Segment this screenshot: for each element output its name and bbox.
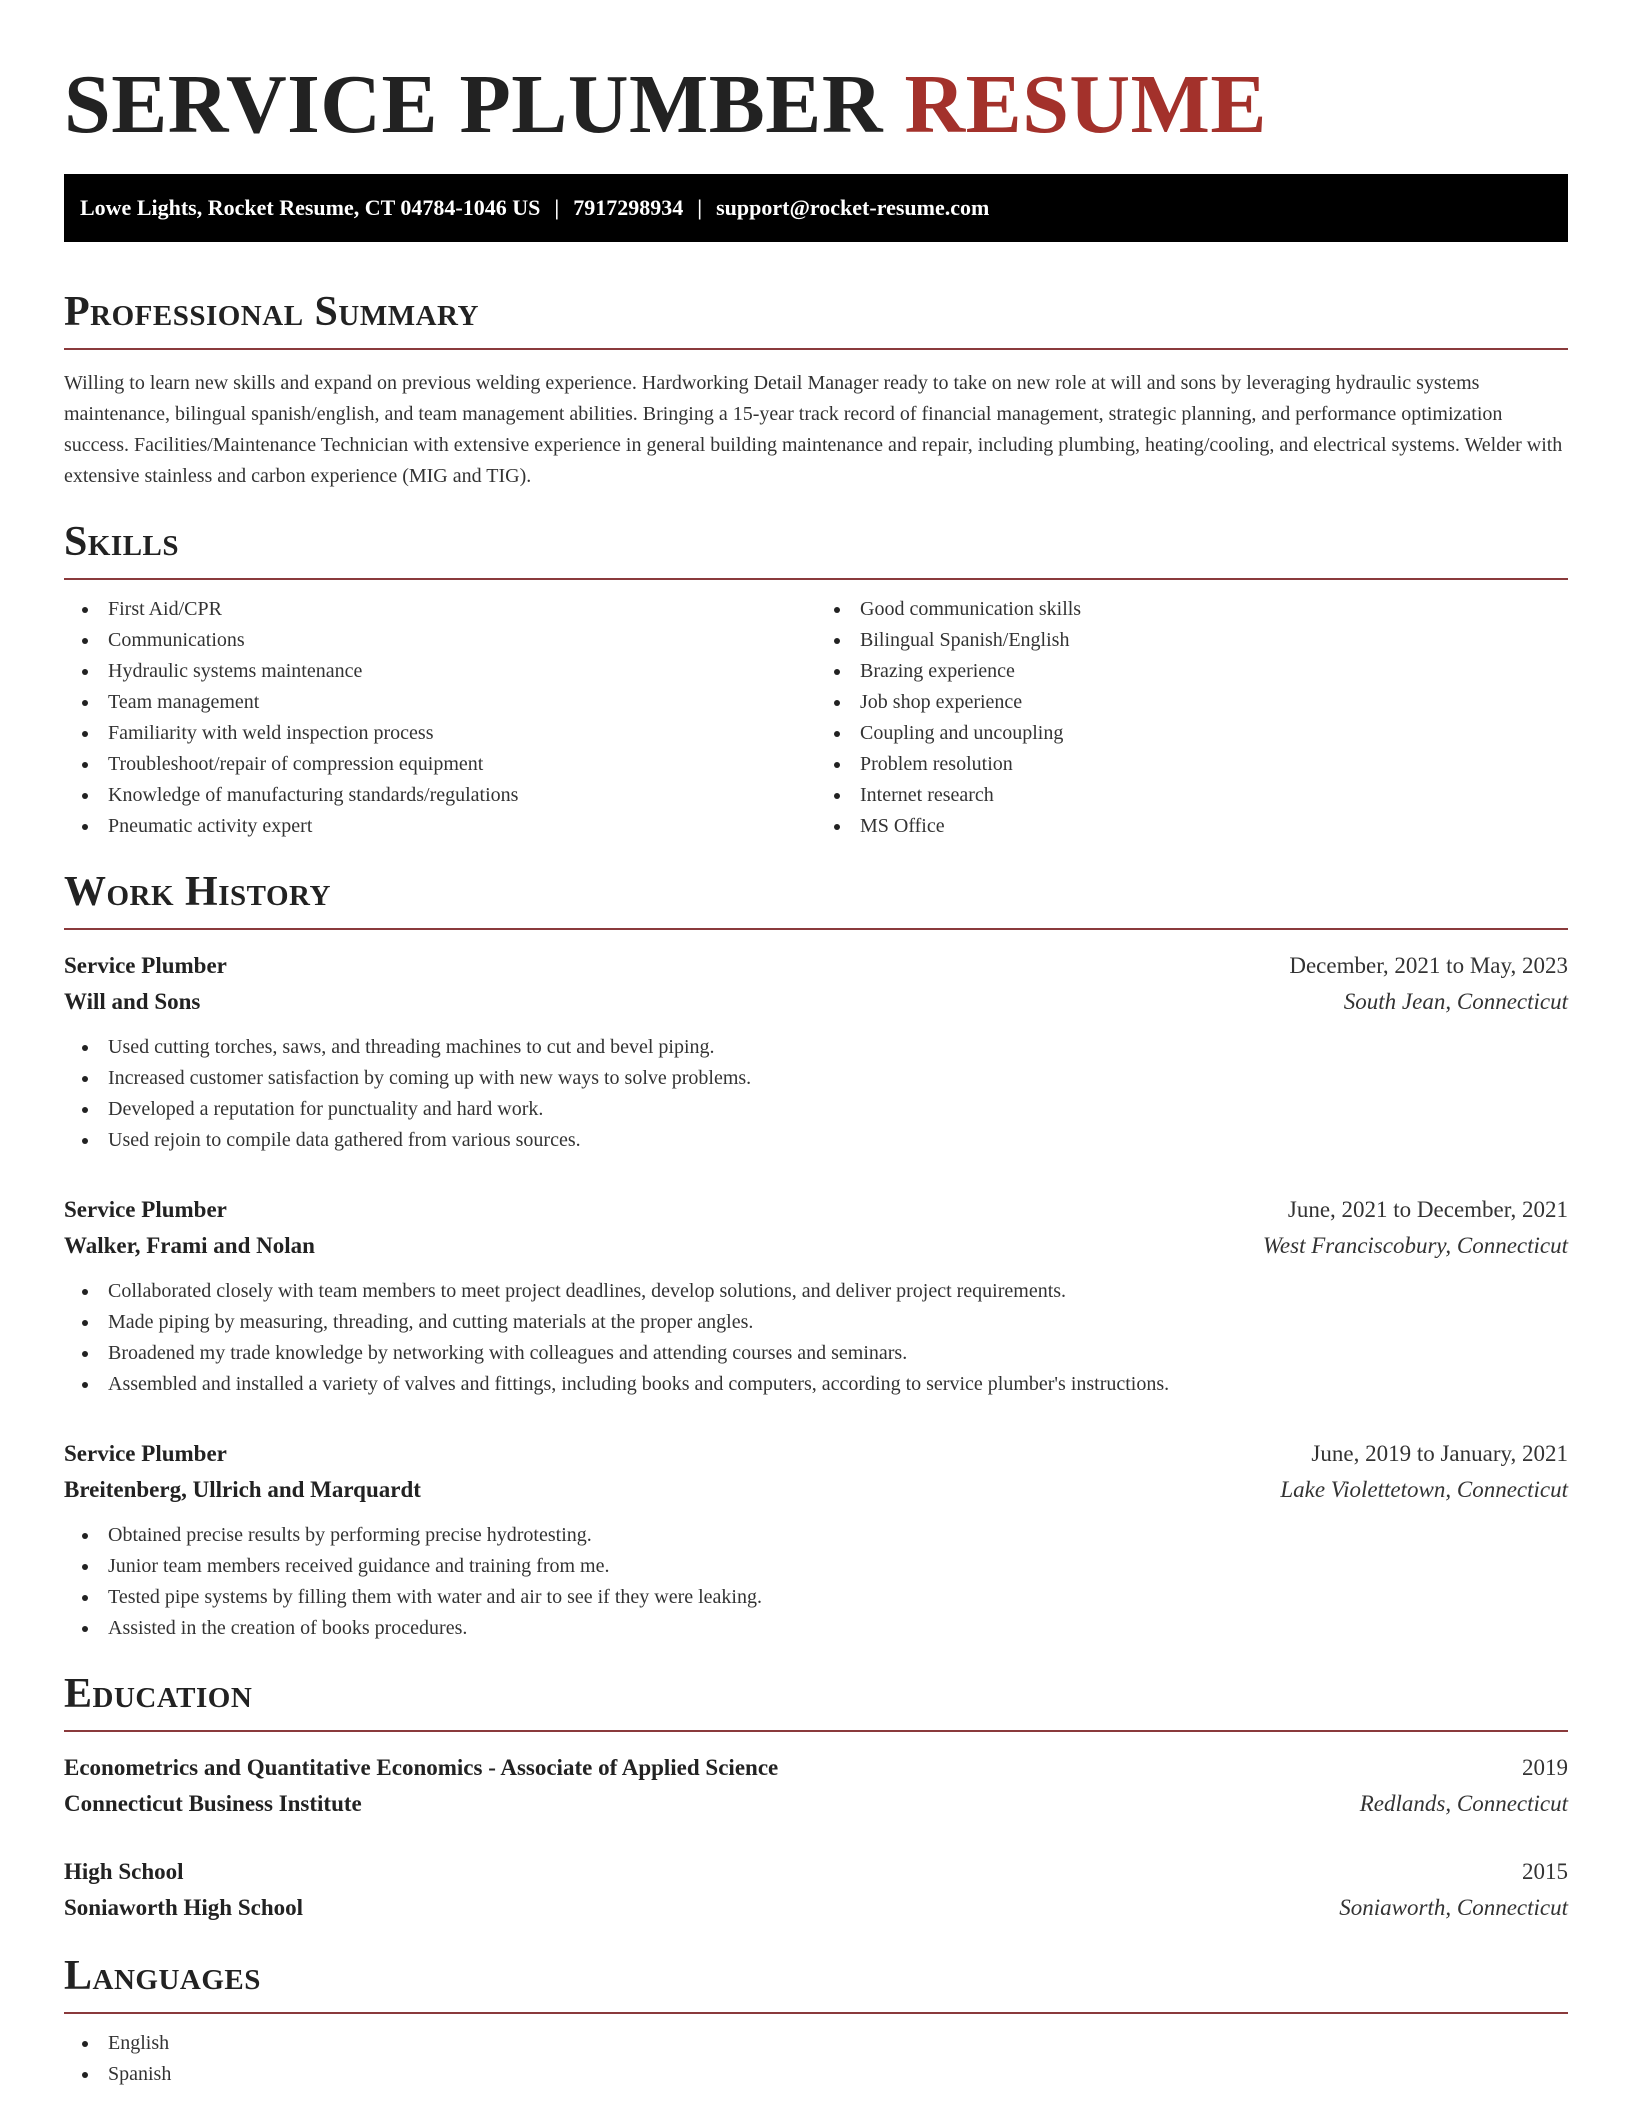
title-main: SERVICE PLUMBER: [64, 58, 883, 151]
education-location: Redlands, Connecticut: [1359, 1791, 1568, 1816]
education-location: Soniaworth, Connecticut: [1339, 1895, 1568, 1920]
job-dates: June, 2019 to January, 2021: [1311, 1441, 1568, 1466]
contact-separator: |: [697, 195, 703, 220]
summary-heading: Professional Summary: [64, 288, 1568, 350]
job-bullet: Used cutting torches, saws, and threading machines to cut and bevel piping.: [64, 1032, 1568, 1063]
contact-phone[interactable]: 7917298934: [573, 195, 684, 220]
skill-item: Internet research: [816, 780, 1568, 811]
skill-item: Team management: [64, 687, 816, 718]
education-year: 2019: [1522, 1755, 1568, 1780]
work-section: [64, 868, 1568, 1644]
contact-email[interactable]: support@rocket-resume.com: [716, 195, 990, 220]
skill-item: Hydraulic systems maintenance: [64, 656, 816, 687]
skill-item: Brazing experience: [816, 656, 1568, 687]
skill-item: Pneumatic activity expert: [64, 811, 816, 842]
job-company: Will and Sons: [64, 989, 201, 1014]
job-bullet: Obtained precise results by performing precise hydrotesting.: [64, 1520, 1568, 1551]
language-item: Spanish: [64, 2059, 1568, 2090]
education-entry: [64, 1854, 1568, 1926]
summary-section: [64, 288, 1568, 492]
contact-bar: [64, 174, 1568, 242]
job-bullet: Assembled and installed a variety of valves and fittings, including books and computers, according to service plumber's instructions.: [64, 1369, 1568, 1400]
job-bullet: Made piping by measuring, threading, and cutting materials at the proper angles.: [64, 1307, 1568, 1338]
skill-item: Problem resolution: [816, 749, 1568, 780]
work-heading: Work History: [64, 868, 1568, 930]
job-dates: June, 2021 to December, 2021: [1287, 1197, 1568, 1222]
skills-section: [64, 518, 1568, 842]
education-school: Connecticut Business Institute: [64, 1791, 362, 1816]
education-entry: [64, 1750, 1568, 1822]
skill-item: Bilingual Spanish/English: [816, 625, 1568, 656]
job-location: Lake Violettetown, Connecticut: [1280, 1477, 1568, 1502]
job-company: Breitenberg, Ullrich and Marquardt: [64, 1477, 421, 1502]
job-bullet: Junior team members received guidance and training from me.: [64, 1551, 1568, 1582]
skills-left-column: [64, 594, 816, 842]
job-entry: [64, 948, 1568, 1156]
education-degree: High School: [64, 1859, 184, 1884]
job-title: Service Plumber: [64, 1197, 227, 1222]
job-bullet: Tested pipe systems by filling them with water and air to see if they were leaking.: [64, 1582, 1568, 1613]
education-degree: Econometrics and Quantitative Economics - Associate of Applied Science: [64, 1755, 779, 1780]
education-year: 2015: [1522, 1859, 1568, 1884]
skill-item: Job shop experience: [816, 687, 1568, 718]
job-company: Walker, Frami and Nolan: [64, 1233, 315, 1258]
skill-item: Familiarity with weld inspection process: [64, 718, 816, 749]
skill-item: Communications: [64, 625, 816, 656]
contact-separator: |: [554, 195, 560, 220]
job-bullet: Collaborated closely with team members to meet project deadlines, develop solutions, and deliver project requirements.: [64, 1276, 1568, 1307]
skill-item: Knowledge of manufacturing standards/regulations: [64, 780, 816, 811]
job-bullet: Increased customer satisfaction by coming up with new ways to solve problems.: [64, 1063, 1568, 1094]
education-school: Soniaworth High School: [64, 1895, 303, 1920]
job-title: Service Plumber: [64, 1441, 227, 1466]
skills-heading: Skills: [64, 518, 1568, 580]
skills-right-column: [816, 594, 1568, 842]
skill-item: Good communication skills: [816, 594, 1568, 625]
job-dates: December, 2021 to May, 2023: [1289, 953, 1568, 978]
languages-heading: Languages: [64, 1952, 1568, 2014]
resume-title: [64, 0, 1568, 154]
skill-item: Coupling and uncoupling: [816, 718, 1568, 749]
skill-item: MS Office: [816, 811, 1568, 842]
job-title: Service Plumber: [64, 953, 227, 978]
summary-text: Willing to learn new skills and expand on previous welding experience. Hardworking Detail Manager ready to take on new role at will and sons by leveraging hydraulic systems maintenance, bilingual spanish/english, and team management abilities. Bringing a 15-year track record of financial management, strategic planning, and performance optimization success. Facilities/Maintenance Technician with extensive experience in general building maintenance and repair, including plumbing, heating/cooling, and electrical systems. Welder with extensive stainless and carbon experience (MIG and TIG).: [64, 372, 1563, 487]
languages-section: [64, 1952, 1568, 2090]
job-location: South Jean, Connecticut: [1343, 989, 1568, 1014]
job-bullet: Used rejoin to compile data gathered from various sources.: [64, 1125, 1568, 1156]
contact-address: Lowe Lights, Rocket Resume, CT 04784-1046 US: [80, 195, 541, 220]
job-entry: [64, 1192, 1568, 1400]
education-section: [64, 1670, 1568, 1926]
job-entry: [64, 1436, 1568, 1644]
job-bullet: Broadened my trade knowledge by networking with colleagues and attending courses and seminars.: [64, 1338, 1568, 1369]
job-location: West Franciscobury, Connecticut: [1262, 1233, 1568, 1258]
education-heading: Education: [64, 1670, 1568, 1732]
skill-item: Troubleshoot/repair of compression equipment: [64, 749, 816, 780]
title-accent: RESUME: [904, 58, 1267, 151]
job-bullet: Developed a reputation for punctuality and hard work.: [64, 1094, 1568, 1125]
skill-item: First Aid/CPR: [64, 594, 816, 625]
language-item: English: [64, 2028, 1568, 2059]
job-bullet: Assisted in the creation of books procedures.: [64, 1613, 1568, 1644]
